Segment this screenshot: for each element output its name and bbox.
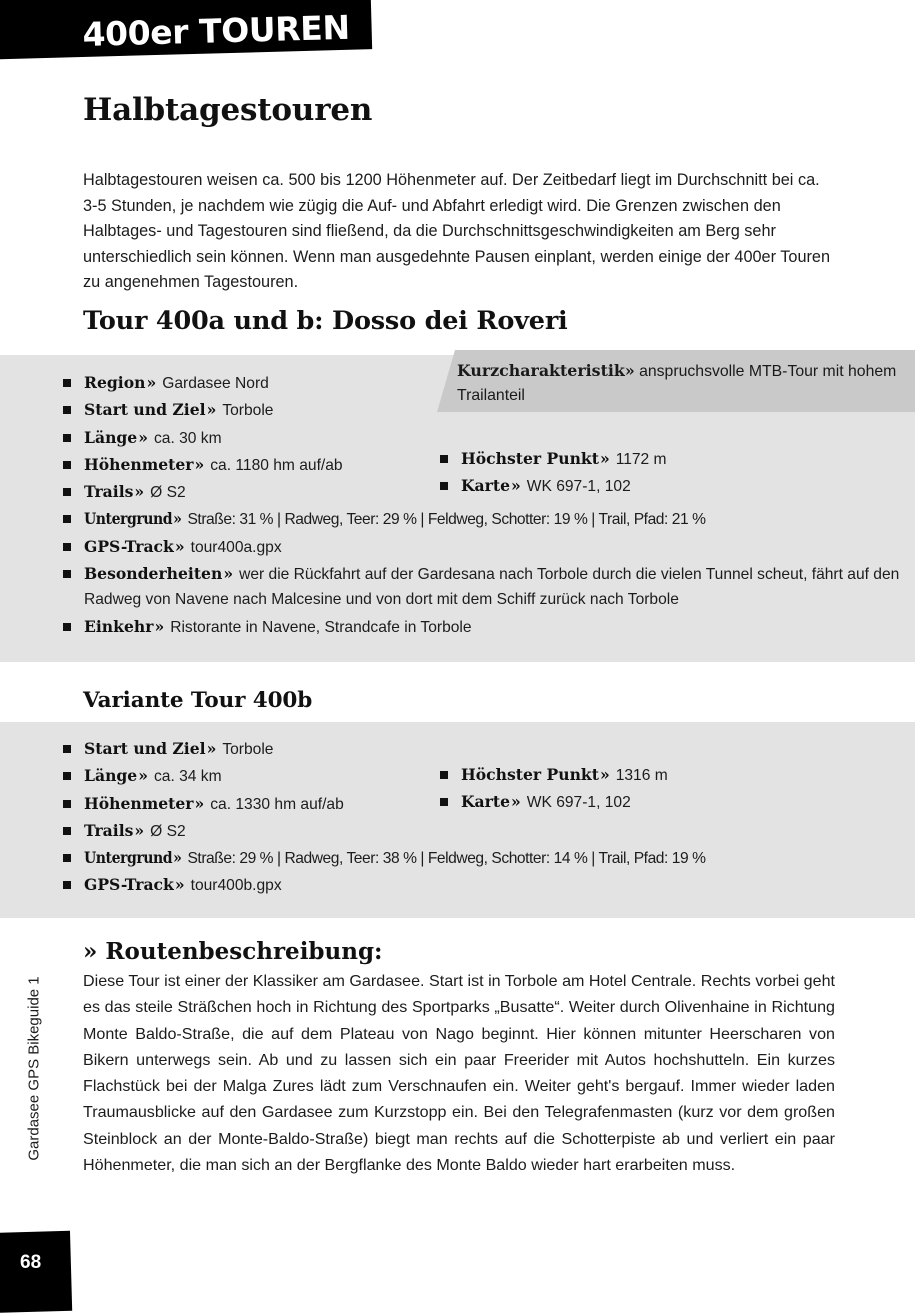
bullet-square-icon xyxy=(63,623,71,631)
bullet-square-icon xyxy=(440,798,448,806)
bullet-square-icon xyxy=(63,827,71,835)
bullet-square-icon xyxy=(63,881,71,889)
fact-item xyxy=(437,762,907,788)
tour-b-facts-right xyxy=(437,762,907,817)
banner-title: 400er TOUREN xyxy=(82,7,351,54)
fact-chevron-icon: » xyxy=(146,373,157,392)
fact-item xyxy=(437,446,907,472)
bullet-square-icon xyxy=(63,800,71,808)
fact-label: Trails xyxy=(84,820,134,840)
fact-value: 1172 m xyxy=(615,451,667,468)
fact-item xyxy=(437,789,907,815)
fact-chevron-icon: » xyxy=(154,616,165,636)
fact-chevron-icon: » xyxy=(194,793,205,813)
fact-label: Höhenmeter xyxy=(84,793,194,813)
fact-item xyxy=(60,614,900,640)
route-chevron-icon: » xyxy=(83,938,98,965)
fact-item xyxy=(437,473,907,499)
fact-value: Straße: 31 % | Radweg, Teer: 29 % | Feldweg, Schotter: 19 % | Trail, Pfad: 21 % xyxy=(187,511,706,529)
fact-label: GPS-Track xyxy=(84,875,174,895)
kurzcharakteristik-value: anspruchsvolle MTB-Tour mit hohem Trailanteil xyxy=(457,363,897,404)
fact-value: ca. 1330 hm auf/ab xyxy=(210,795,344,813)
fact-chevron-icon: » xyxy=(511,476,521,496)
tour-b-facts-left xyxy=(60,736,900,900)
tour-a-facts-left xyxy=(60,370,900,641)
fact-chevron-icon: » xyxy=(173,848,182,868)
fact-chevron-icon: » xyxy=(194,454,205,474)
fact-chevron-icon: » xyxy=(599,765,610,784)
fact-chevron-icon: » xyxy=(223,564,234,584)
fact-label: Besonderheiten xyxy=(84,564,223,584)
page-title: Halbtagestouren xyxy=(83,92,373,128)
fact-value: Ristorante in Navene, Strandcafe in Torbole xyxy=(170,618,472,636)
fact-value: tour400b.gpx xyxy=(190,877,282,895)
bullet-square-icon xyxy=(63,772,71,780)
fact-label: Karte xyxy=(461,792,510,812)
fact-item xyxy=(60,506,900,532)
fact-chevron-icon: » xyxy=(134,482,145,502)
fact-item xyxy=(60,872,900,898)
fact-value: Ø S2 xyxy=(150,822,186,840)
tour-b-heading: Variante Tour 400b xyxy=(83,688,313,713)
fact-chevron-icon: » xyxy=(206,400,217,420)
book-title-vertical: Gardasee GPS Bikeguide 1 xyxy=(25,976,43,1161)
fact-label: Karte xyxy=(461,476,510,496)
bullet-square-icon xyxy=(440,482,448,490)
bullet-square-icon xyxy=(63,406,71,414)
bullet-square-icon xyxy=(63,854,71,862)
bullet-square-icon xyxy=(63,745,71,753)
fact-item xyxy=(60,845,900,871)
fact-label: Trails xyxy=(84,482,134,502)
bullet-square-icon xyxy=(63,543,71,551)
bullet-square-icon xyxy=(440,771,448,779)
fact-value: WK 697-1, 102 xyxy=(526,794,631,812)
fact-chevron-icon: » xyxy=(511,792,521,812)
fact-value: ca. 30 km xyxy=(153,429,222,447)
fact-item xyxy=(60,736,900,762)
fact-chevron-icon: » xyxy=(173,509,182,529)
fact-chevron-icon: » xyxy=(174,875,185,895)
fact-item xyxy=(60,818,900,844)
fact-chevron-icon: » xyxy=(206,739,217,758)
fact-item xyxy=(60,561,900,613)
fact-chevron-icon: » xyxy=(134,820,145,840)
fact-label: GPS-Track xyxy=(84,536,174,556)
route-description-body: Diese Tour ist einer der Klassiker am Gardasee. Start ist in Torbole am Hotel Centrale. Rechts vorbei geht es das steile Sträßchen hoch in Richtung des Sportparks „Busatte“. Weiter durch Olivenhaine in Richtung Monte Baldo-Straße, die auf dem Plateau von Nago beginnt. Hier können mitunter Heerscharen von Bikern unterwegs sein. Ab und zu lassen sich ein paar Freerider mit Autos hochshutteln. Ein kurzes Flachstück bei der Malga Zures lädt zum Verschnaufen ein. Weiter geht's bergauf. Immer wieder laden Traumausblicke auf den Gardasee zum Kurzstopp ein. Bei den Telegrafenmasten (kurz vor dem großen Steinblock an der Monte-Baldo-Straße) biegt man rechts auf die Schotterpiste ab und verliert ein paar Höhenmeter, die man sich an der Bergflanke des Monte Baldo wieder hart erarbeiten muss. xyxy=(83,972,835,1175)
fact-label: Länge xyxy=(84,766,138,786)
fact-item xyxy=(60,370,900,396)
tour-a-facts-right xyxy=(437,446,907,501)
route-description-heading xyxy=(83,938,383,965)
fact-label: Höchster Punkt xyxy=(461,765,599,784)
fact-label: Höhenmeter xyxy=(84,454,194,474)
fact-label: Länge xyxy=(84,427,138,447)
bullet-square-icon xyxy=(440,455,448,463)
bullet-square-icon xyxy=(63,488,71,496)
fact-value: tour400a.gpx xyxy=(190,538,282,556)
fact-value: ca. 34 km xyxy=(153,768,222,786)
fact-chevron-icon: » xyxy=(138,766,148,786)
tour-a-heading: Tour 400a und b: Dosso dei Roveri xyxy=(83,306,568,336)
fact-label: Untergrund xyxy=(84,509,173,529)
fact-chevron-icon: » xyxy=(599,449,610,468)
fact-label: Einkehr xyxy=(84,616,154,636)
fact-value: Torbole xyxy=(222,402,274,420)
fact-chevron-icon: » xyxy=(174,536,185,556)
fact-label: Region xyxy=(84,373,146,392)
fact-label: Höchster Punkt xyxy=(461,449,599,468)
bullet-square-icon xyxy=(63,434,71,442)
bullet-square-icon xyxy=(63,379,71,387)
fact-value: WK 697-1, 102 xyxy=(526,478,631,496)
fact-label: Start und Ziel xyxy=(84,739,206,758)
fact-label: Start und Ziel xyxy=(84,400,206,420)
page-number: 68 xyxy=(20,1252,42,1273)
bullet-square-icon xyxy=(63,570,71,578)
fact-value: Straße: 29 % | Radweg, Teer: 38 % | Feldweg, Schotter: 14 % | Trail, Pfad: 19 % xyxy=(187,850,706,868)
intro-paragraph: Halbtagestouren weisen ca. 500 bis 1200 Höhenmeter auf. Der Zeitbedarf liegt im Durchschnitt bei ca. 3-5 Stunden, je nachdem wie zügig die Auf- und Abfahrt erledigt wird. Die Grenzen zwischen den Halbtages- und Tagestouren sind fließend, da die Durchschnittsgeschwindigkeiten am Berg sehr unterschiedlich sein können. Wenn man ausgedehnte Pausen einplant, werden einige der 400er Touren zu angenehmen Tagestouren. xyxy=(83,171,831,291)
fact-chevron-icon: » xyxy=(138,427,148,447)
fact-label: Untergrund xyxy=(84,848,173,868)
bullet-square-icon xyxy=(63,515,71,523)
fact-value: Gardasee Nord xyxy=(162,375,269,392)
kurzcharakteristik-label: Kurzcharakteristik xyxy=(457,361,625,380)
kurzcharakteristik-chevron: » xyxy=(624,361,635,380)
route-heading-text: Routenbeschreibung: xyxy=(105,938,383,965)
fact-value: wer die Rückfahrt auf der Gardesana nach Torbole durch die vielen Tunnel scheut, fährt auf den Radweg von Navene nach Malcesine und von dort mit dem Schiff zurück nach Torbole xyxy=(84,566,900,609)
bullet-square-icon xyxy=(63,461,71,469)
fact-value: ca. 1180 hm auf/ab xyxy=(210,456,343,474)
fact-value: 1316 m xyxy=(615,767,668,784)
fact-value: Ø S2 xyxy=(150,484,186,502)
fact-value: Torbole xyxy=(222,741,274,758)
fact-item xyxy=(60,397,900,423)
fact-item xyxy=(60,534,900,560)
